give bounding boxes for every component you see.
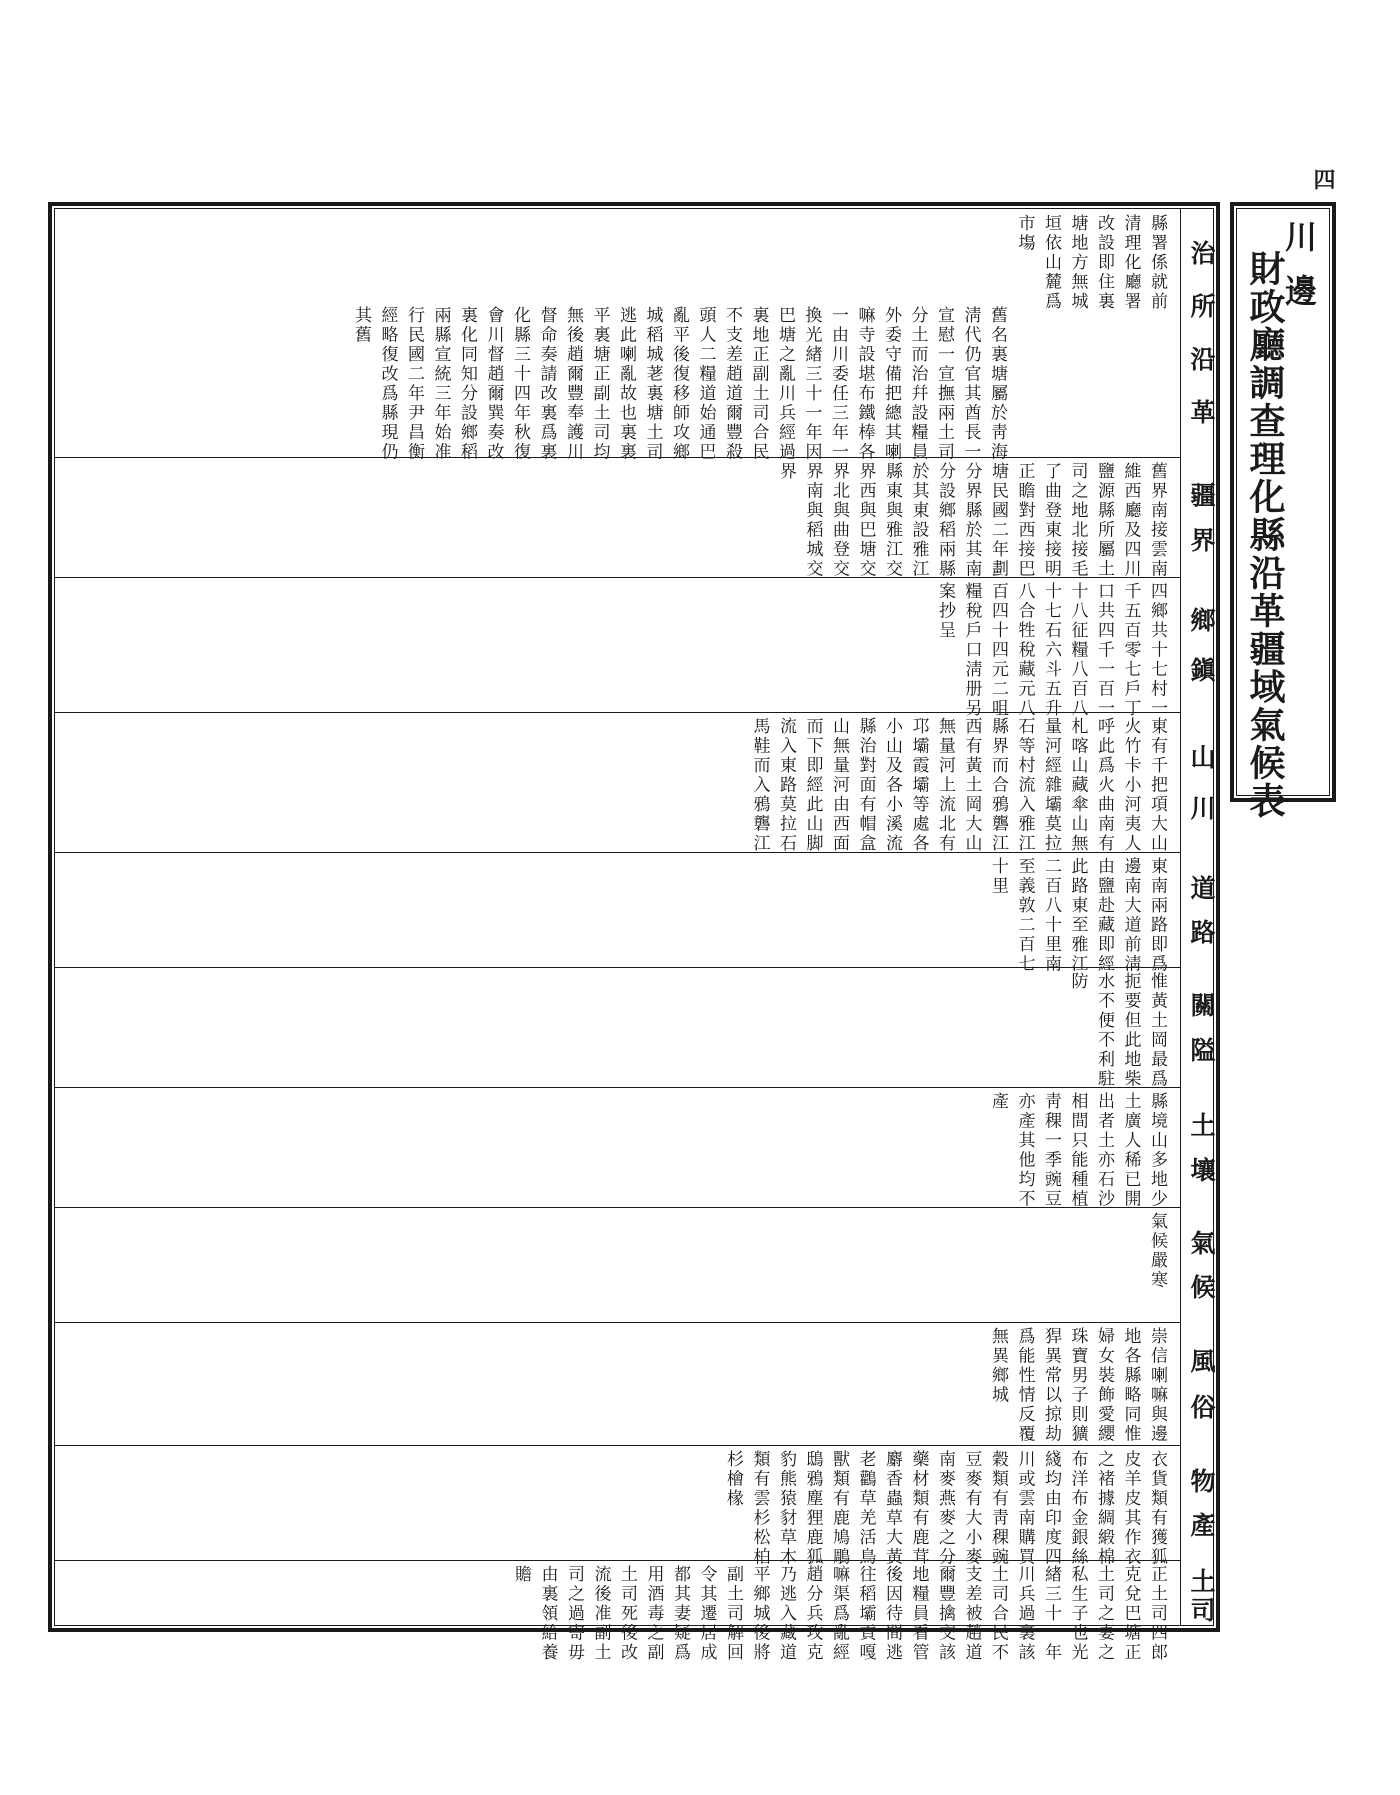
- header-char: 壤: [1187, 1157, 1216, 1182]
- text-daolu: 東南兩路即爲 邊南大道前淸 由鹽赴藏即經 此路東至雅江 二百八十里南 至義敦二百七 十里: [988, 857, 1167, 974]
- header-char: 界: [1187, 527, 1216, 552]
- header-char: 隘: [1187, 1037, 1216, 1062]
- header-char: 土: [1187, 1112, 1216, 1137]
- header-xiangzhen: [1183, 582, 1219, 707]
- header-char: 所: [1187, 293, 1216, 318]
- text-wuchan: 衣貨類有獲狐 皮羊皮其作衣 之褚據綢緞棉 布洋布金銀絲 綫均由印度四 川或雲南購買 穀類有靑稞豌 豆麥有大小麥 南麥燕麥之分 藥材類有鹿茸 麝香蟲草大黃 老鸛草羌活鳥 獸類有鹿鳩鵰 鴟鴉塵狸鹿狐 豹熊猿豺草木 類有雲杉松柏 杉檜椽: [723, 1450, 1167, 1567]
- divider-fengsu: [54, 1445, 1180, 1446]
- header-jiangjie: [1183, 462, 1219, 572]
- header-char: 川: [1187, 795, 1216, 821]
- header-char: 鎭: [1187, 657, 1216, 682]
- text-fengsu: 崇信喇嘛與邊 地各縣略同惟 婦女裝飾愛纓 珠寶男子則獷 猂異常以掠劫 爲能性情反覆 無異鄉城: [988, 1327, 1167, 1444]
- header-wuchan: [1183, 1450, 1219, 1555]
- header-tusi: [1183, 1565, 1219, 1625]
- text-jiangjie: 舊界南接雲南 維西廳及四川 鹽源縣所屬土 司之地北接毛 了曲登東接明 正瞻對西接巴 塘民國二年劃 分界縣於其南 分設鄉稻兩縣 於其東設雅江 縣東與雅江交 界西與巴塘交 界北與曲登交 界南與稻城交 界: [776, 462, 1167, 579]
- header-char: 風: [1187, 1348, 1216, 1373]
- header-char: 革: [1187, 399, 1216, 424]
- header-char: 山: [1187, 743, 1216, 769]
- header-char: 路: [1187, 918, 1216, 944]
- text-xiangzhen: 四鄉共十七村一 千五百零七戶丁 口共四千一百一 十八征糧八百八 十七石六斗五升 八合牲稅藏元八 百四十四元二咀 糧稅戶口淸册另 案抄呈: [935, 582, 1167, 719]
- divider-qihou: [54, 1322, 1180, 1323]
- header-yange: [1183, 212, 1219, 452]
- header-char: 土: [1187, 1568, 1216, 1594]
- text-shanchuan: 東有千把項大山 火竹卡小河夷人 呼此爲火曲南有 札喀山藏傘山無 量河經雜壩莫拉 石等村流入雅江 縣界而合鴉礱江 西有黃土岡大山 無量河上流北有 邛壩霞壩等處各 小山及各小溪流 縣治對面有帽盒 山無量河由西面 而下即經此山脚 流入東路莫拉石 馬鞋而入鴉礱江: [749, 717, 1167, 854]
- header-fengsu: [1183, 1327, 1219, 1440]
- region-label: 川邊: [1280, 220, 1318, 328]
- text-qihou: 氣候嚴寒: [1147, 1212, 1167, 1290]
- text-turang: 縣境山多地少 土廣人稀已開 出者土亦石沙 相間只能種植 靑稞一季豌豆 亦產其他均不 產: [988, 1092, 1167, 1209]
- header-char: 道: [1187, 875, 1216, 901]
- header-daolu: [1183, 857, 1219, 962]
- header-turang: [1183, 1092, 1219, 1202]
- page-number: 四: [1310, 168, 1336, 190]
- header-shanchuan: [1183, 717, 1219, 847]
- header-char: 關: [1187, 992, 1216, 1017]
- header-char: 司: [1187, 1596, 1216, 1622]
- divider-guanai: [54, 1087, 1180, 1088]
- header-char: 治: [1187, 240, 1216, 265]
- header-char: 沿: [1187, 346, 1216, 371]
- text-yange: 舊名裏塘屬於靑海 淸代仍官其酋長一 宣慰一宣撫兩土司 分土而治幷設糧員 外委守備把總其喇 嘛寺設堪布鐵棒各 一由川委任三年一 換光緖三十一年因 巴塘之亂川兵經過 裏地正副土司合民 不支差趙道爾豐殺 頭人二糧道始通巴 亂平後復移師攻鄉 城稻城荖裏塘土司 逃此喇亂故也裏裏 平裏塘正副土司均 無後趙爾豐奉護川 督命奏請改裏爲裏 化縣三十四年秋復 會川督趙爾巽奏改 裏化同知分設鄉稻 兩縣宣統三年始准 行民國二年尹昌衡 經略復改爲縣現仍 其舊: [351, 306, 1007, 462]
- header-char: 物: [1187, 1468, 1216, 1494]
- header-guanai: [1183, 972, 1219, 1082]
- table-title: 財政廳調查理化縣沿革疆域氣候表: [1244, 250, 1286, 820]
- text-zhisuo: 縣署係就前 清理化廳署 改設即住裏 塘地方無城 垣依山麓爲 市塲: [1014, 214, 1167, 312]
- text-tusi: 正土司四郎 克兌巴塘正 土司之妻之 私生子也光 緖三十一年 川兵過裏該 土司合民不 支差被趙道 爾豐擒交該 地糧員看管 後因待間逃 往稻壩貢嘎 嘛渠爲亂經 趙分兵攻克 乃逃入藏道 平鄉城後將 副土司解回 令其遷居成 都其妻疑爲 用酒毒之副 土司死後改 流後准副土 司之過寄毋 由裏領給養 贍: [511, 1565, 1167, 1663]
- header-char: 俗: [1187, 1394, 1216, 1419]
- header-char: 疆: [1187, 482, 1216, 507]
- text-guanai: 惟黃土岡最爲 扼要但此地柴 水不便不利駐 防: [1067, 972, 1167, 1089]
- header-char: 鄉: [1187, 607, 1216, 632]
- header-qihou: [1183, 1212, 1219, 1317]
- header-char: 候: [1187, 1273, 1216, 1299]
- header-char: 氣: [1187, 1230, 1216, 1256]
- header-char: 產: [1187, 1511, 1216, 1537]
